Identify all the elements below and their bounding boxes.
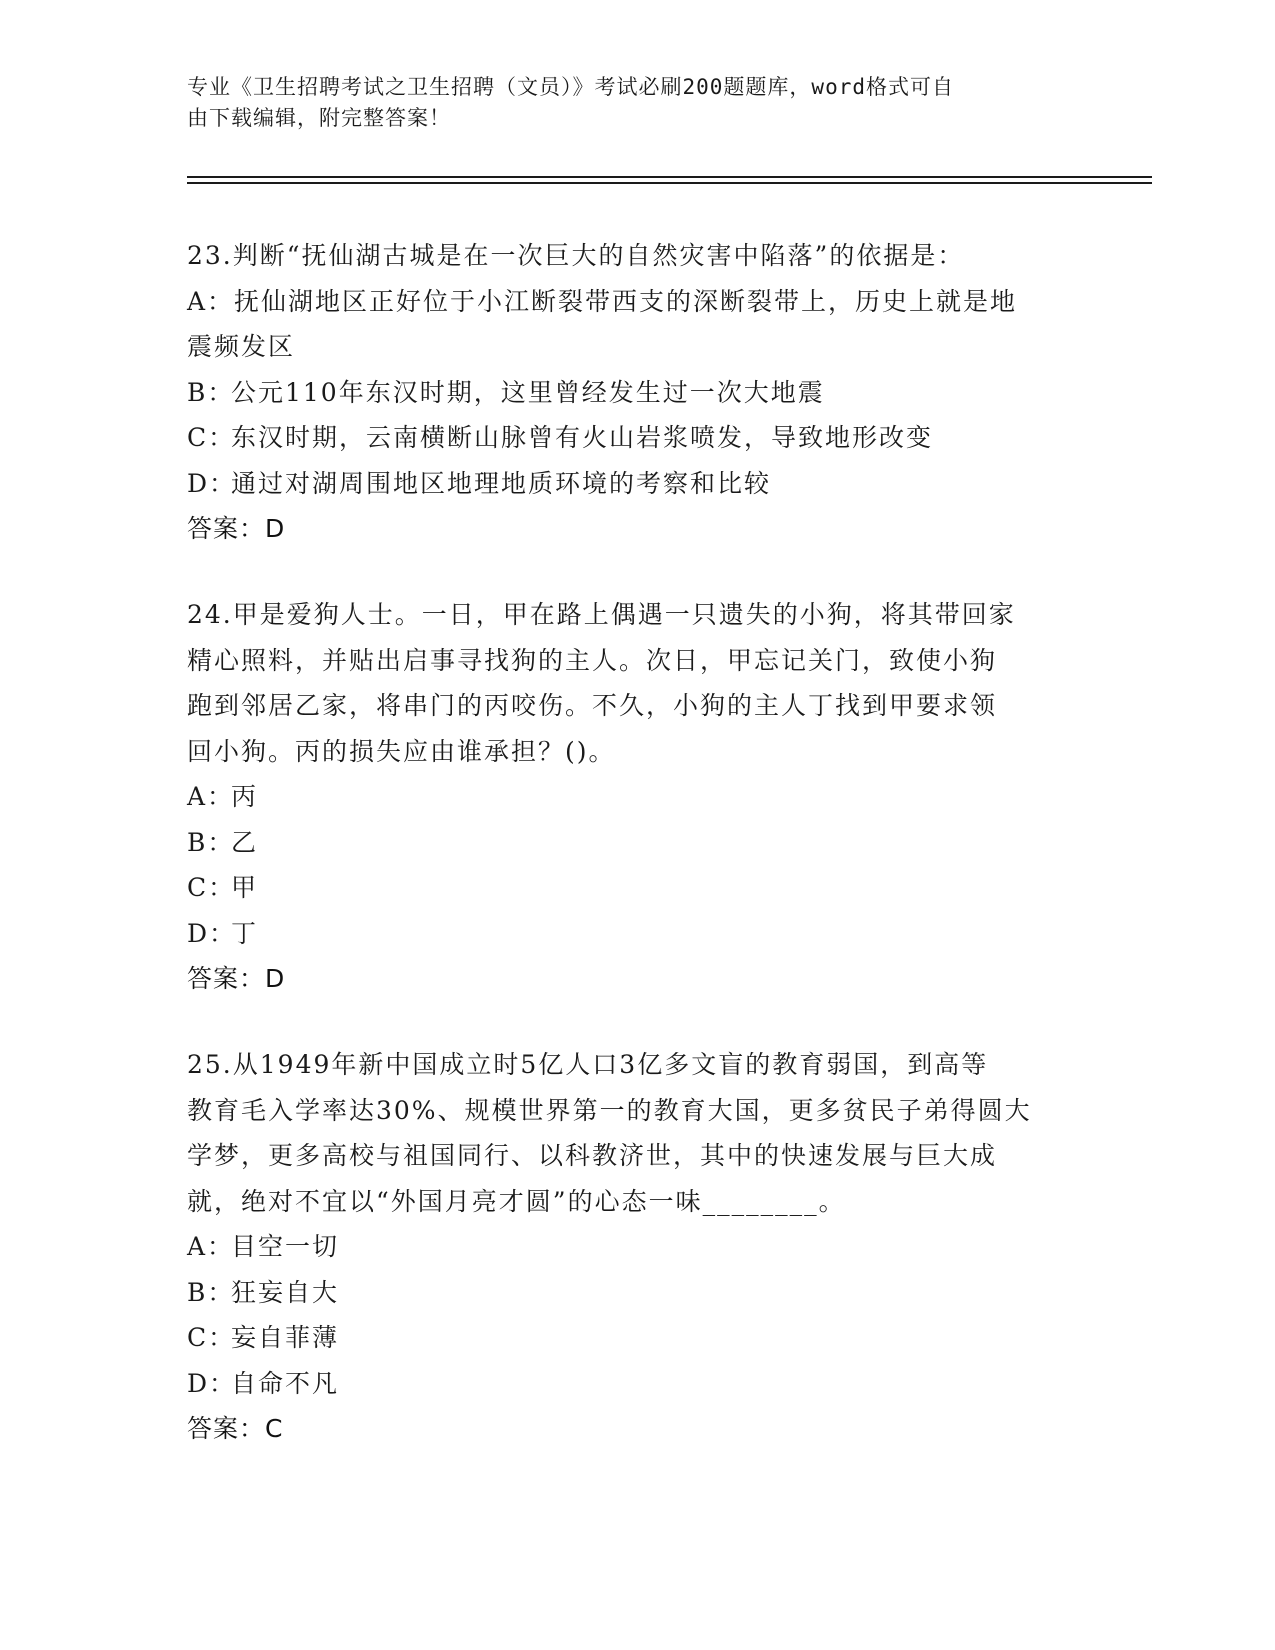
option-d (187, 461, 1087, 507)
option-text: 东汉时期，云南横断山脉曾有火山岩浆喷发，导致地形改变 (231, 423, 934, 452)
question-text-line: 回小狗。丙的损失应由谁承担？()。 (187, 736, 616, 766)
answer-line: 答案：D (187, 964, 286, 993)
question-text-line: 25.从1949年新中国成立时5亿人口3亿多文盲的教育弱国，到高等 (187, 1050, 989, 1079)
option-b (187, 820, 1087, 866)
option-c (187, 415, 1087, 461)
option-text: 乙 (231, 827, 259, 857)
option-letter: B： (187, 827, 235, 857)
option-text: 丁 (231, 918, 259, 948)
question-list (187, 233, 1087, 1492)
option-letter: D： (187, 1368, 237, 1398)
option-letter: C： (187, 423, 236, 452)
option-letter: A： (187, 1232, 235, 1261)
answer-line: 答案：C (187, 1414, 284, 1443)
option-text: 目空一切 (231, 1232, 340, 1261)
option-text: 自命不凡 (231, 1368, 340, 1398)
option-a (187, 1224, 1087, 1270)
header-line-1: 专业《卫生招聘考试之卫生招聘（文员）》考试必刷200题题库，word格式可自 (187, 75, 954, 99)
option-text: 甲 (231, 873, 259, 902)
option-letter: D： (187, 918, 237, 948)
question-text-line: 23.判断“抚仙湖古城是在一次巨大的自然灾害中陷落”的依据是： (187, 241, 965, 270)
question-text-line: 就，绝对不宜以“外国月亮才圆”的心态一味________。 (187, 1186, 846, 1216)
option-letter: A： (187, 782, 235, 811)
option-letter: C： (187, 1323, 236, 1352)
option-a (187, 774, 1087, 820)
option-d (187, 1361, 1087, 1407)
question-24 (187, 592, 1087, 1002)
option-text: 通过对湖周围地区地理地质环境的考察和比较 (231, 468, 772, 498)
header-divider-top (187, 176, 1152, 178)
question-text-line: 24.甲是爱狗人士。一日，甲在路上偶遇一只遗失的小狗，将其带回家 (187, 600, 1016, 629)
option-letter: B： (187, 1277, 235, 1307)
option-letter: B： (187, 377, 235, 407)
option-letter: C： (187, 873, 236, 902)
document-header (187, 72, 1087, 134)
option-c (187, 865, 1087, 911)
question-text-line: 精心照料，并贴出启事寻找狗的主人。次日，甲忘记关门，致使小狗 (187, 645, 998, 675)
question-text-line: 教育毛入学率达30%、规模世界第一的教育大国，更多贫民子弟得圆大 (187, 1095, 1032, 1125)
header-line-2: 由下载编辑，附完整答案！ (187, 106, 451, 130)
option-d (187, 911, 1087, 957)
header-divider-bottom (187, 182, 1152, 184)
option-b (187, 1270, 1087, 1316)
option-letter: D： (187, 468, 237, 498)
question-25 (187, 1042, 1087, 1452)
option-b (187, 370, 1087, 416)
question-23 (187, 233, 1087, 552)
question-text-line: A：抚仙湖地区正好位于小江断裂带西支的深断裂带上，历史上就是地 (187, 286, 1018, 316)
option-text: 公元110年东汉时期，这里曾经发生过一次大地震 (231, 377, 825, 407)
answer-line: 答案：D (187, 514, 286, 543)
option-c (187, 1315, 1087, 1361)
option-text: 狂妄自大 (231, 1277, 340, 1307)
option-text: 妄自菲薄 (231, 1323, 340, 1352)
question-text-line: 震频发区 (187, 332, 296, 361)
question-text-line: 学梦，更多高校与祖国同行、以科教济世，其中的快速发展与巨大成 (187, 1141, 998, 1170)
option-text: 丙 (231, 782, 259, 811)
question-text-line: 跑到邻居乙家，将串门的丙咬伤。不久，小狗的主人丁找到甲要求领 (187, 691, 998, 720)
